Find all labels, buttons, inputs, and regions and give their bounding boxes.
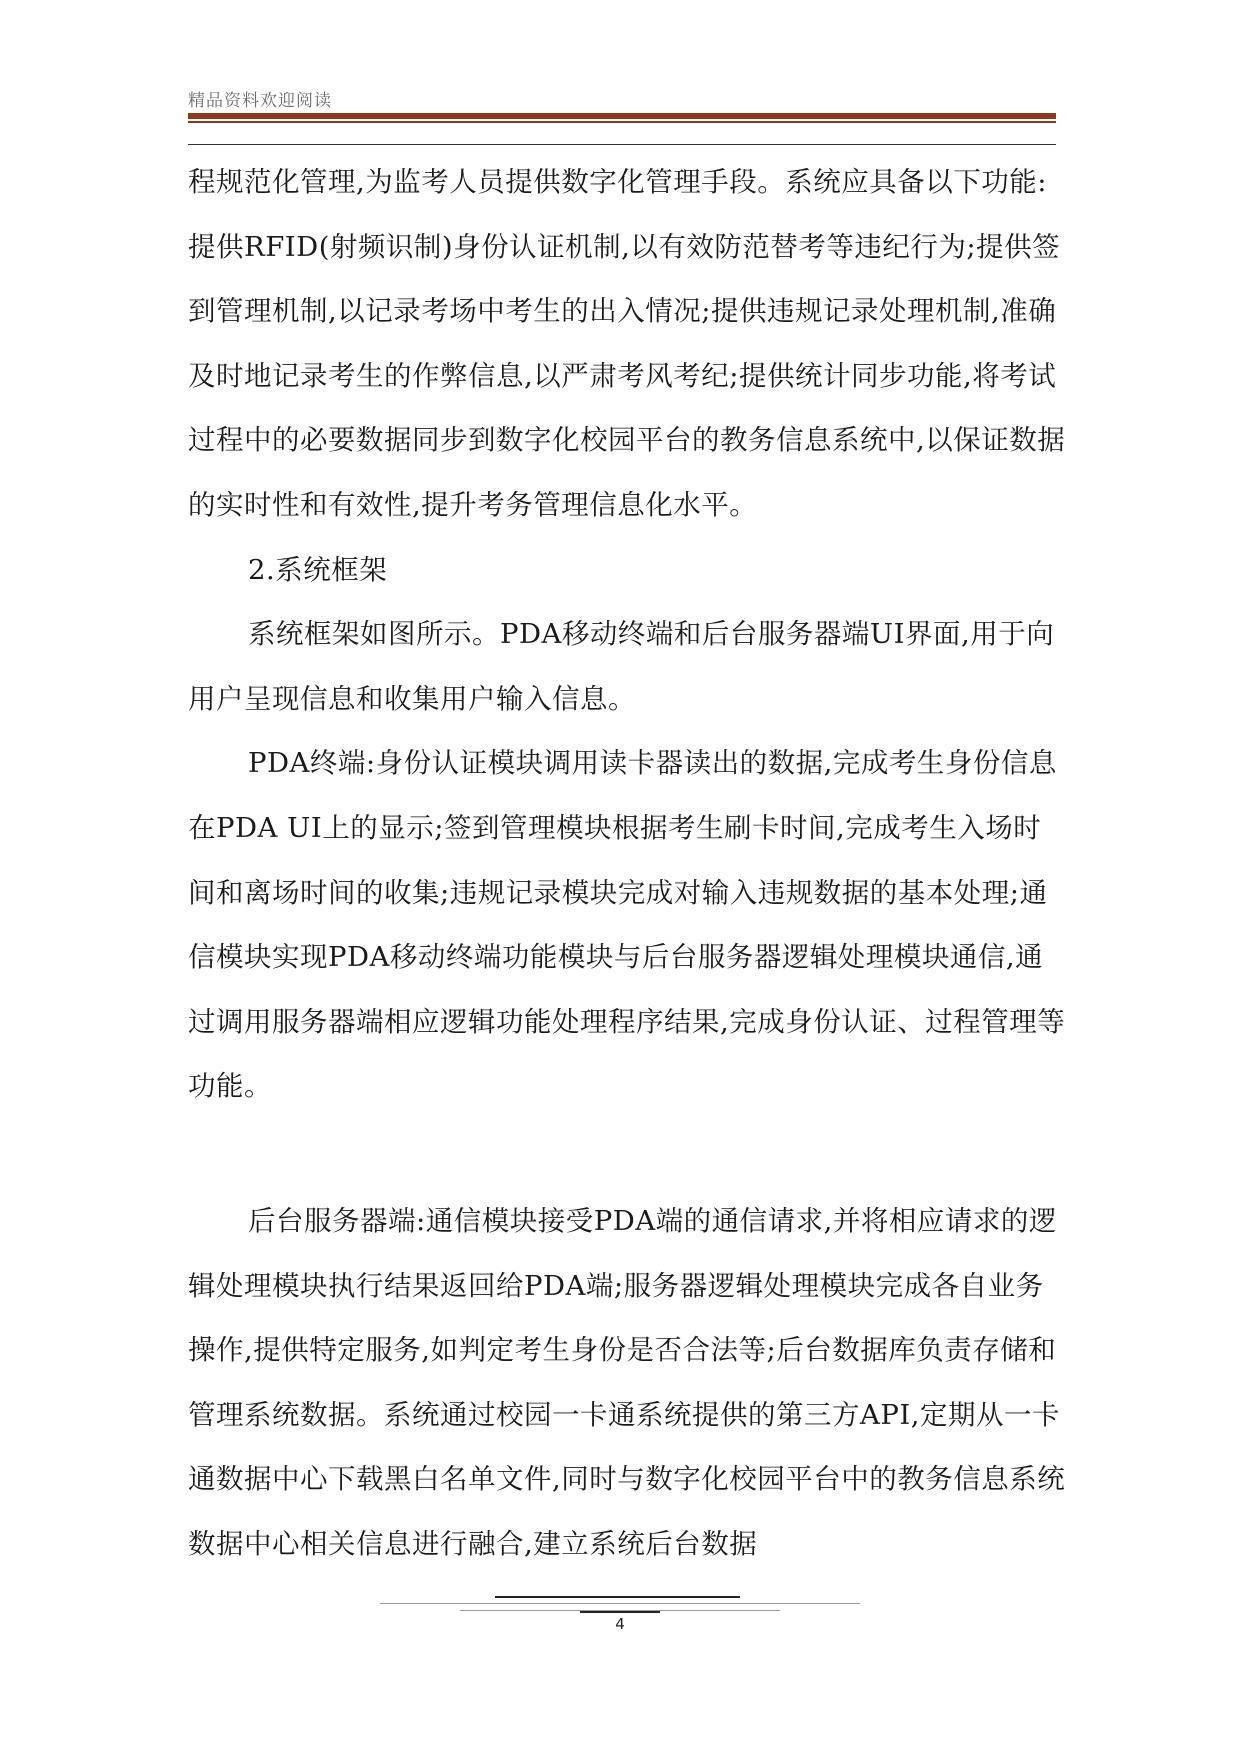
footer-line-dark-bottom (580, 1611, 660, 1613)
paragraph-gap (188, 1119, 1068, 1189)
page-number: 4 (615, 1615, 625, 1633)
footer-line-dark-top (495, 1596, 740, 1598)
header-rule-thick (188, 113, 1056, 119)
paragraph-continuation: 程规范化管理,为监考人员提供数字化管理手段。系统应具备以下功能:提供RFID(射频识制)身份认证机制,以有效防范替考等违纪行为;提供签到管理机制,以记录考场中考生的出入情况;提供违规记录处理机制,准确及时地记录考生的作弊信息,以严肃考风考纪;提供统计同步功能,将考试过程中的必要数据同步到数字化校园平台的教务信息系统中,以保证数据的实时性和有效性,提升考务管理信息化水平。 (188, 166, 1066, 521)
footer-line-outer (380, 1603, 860, 1604)
paragraph-framework: 系统框架如图所示。PDA移动终端和后台服务器端UI界面,用于向用户呈现信息和收集用户输入信息。 (188, 618, 1055, 715)
paragraph-pda-terminal: PDA终端:身份认证模块调用读卡器读出的数据,完成考生身份信息在PDA UI上的显示;签到管理模块根据考生刷卡时间,完成考生入场时间和离场时间的收集;违规记录模块完成对输入违规数据的基本处理;通信模块实现PDA移动终端功能模块与后台服务器逻辑处理模块通信,通过调用服务器端相应逻辑功能处理程序结果,完成身份认证、过程管理等功能。 (188, 747, 1066, 1103)
section-heading: 2.系统框架 (248, 553, 388, 586)
header-rule-thin (188, 121, 1056, 123)
header-rule-black (188, 144, 1056, 145)
header-title: 精品资料欢迎阅读 (188, 91, 332, 111)
paragraph-backend-server: 后台服务器端:通信模块接受PDA端的通信请求,并将相应请求的逻辑处理模块执行结果返回给PDA端;服务器逻辑处理模块完成各自业务操作,提供特定服务,如判定考生身份是否合法等;后台数据库负责存储和管理系统数据。系统通过校园一卡通系统提供的第三方API,定期从一卡通数据中心下载黑白名单文件,同时与数字化校园平台中的教务信息系统数据中心相关信息进行融合,建立系统后台数据 (188, 1204, 1066, 1560)
document-body (188, 150, 1068, 1576)
